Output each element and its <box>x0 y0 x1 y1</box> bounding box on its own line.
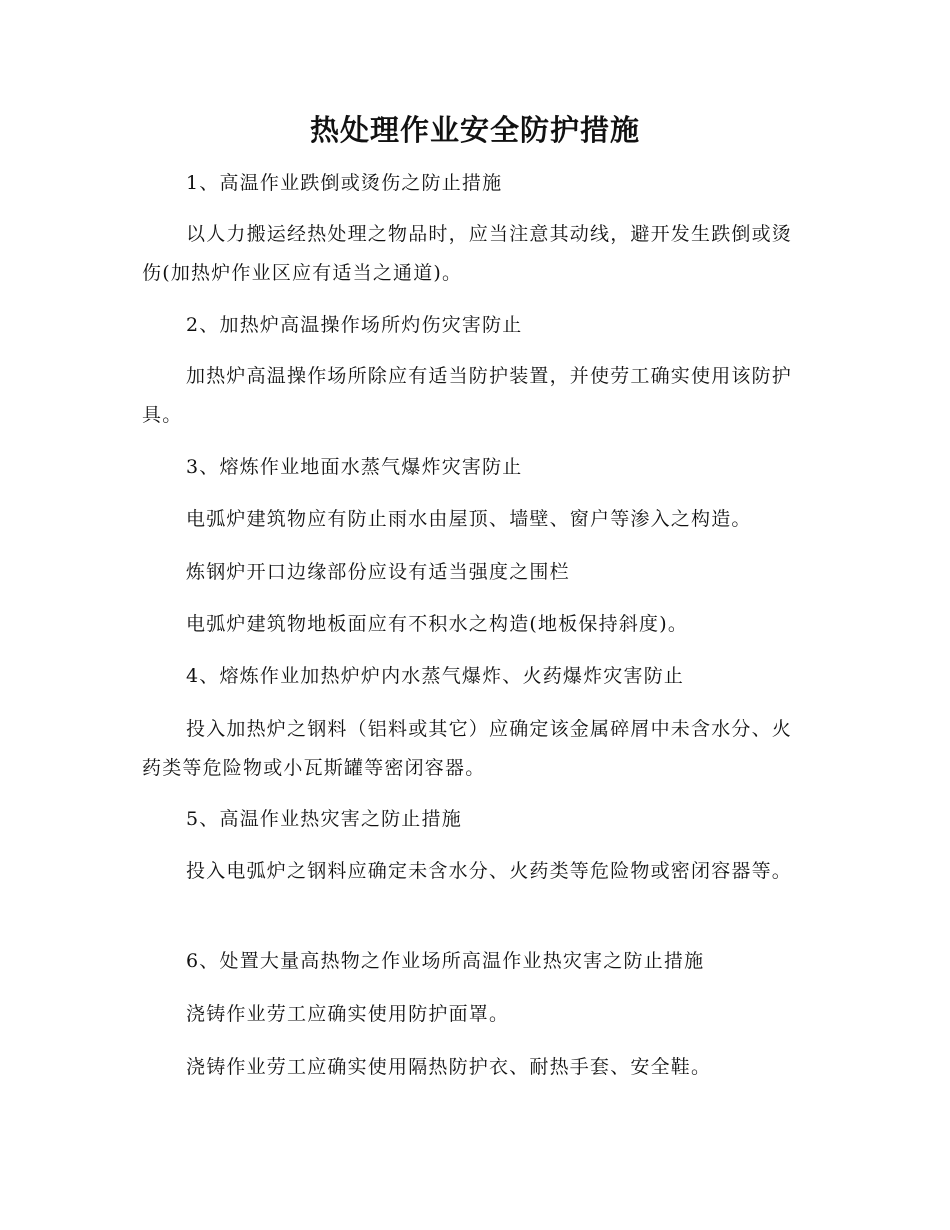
section-heading-6: 6、处置大量高热物之作业场所高温作业热灾害之防止措施 <box>186 950 705 972</box>
section-heading-1: 1、高温作业跌倒或烫伤之防止措施 <box>186 172 503 194</box>
paragraph-5: 投入电弧炉之钢料应确定未含水分、火药类等危险物或密闭容器等。 <box>186 860 793 882</box>
paragraph-4: 投入加热炉之钢料（铝料或其它）应确定该金属碎屑中未含水分、火药类等危险物或小瓦斯罐等密闭容器。 <box>142 718 793 779</box>
paragraph-3a: 电弧炉建筑物应有防止雨水由屋顶、墙壁、窗户等渗入之构造。 <box>186 508 752 530</box>
section-heading-5: 5、高温作业热灾害之防止措施 <box>186 808 462 830</box>
paragraph-3b: 炼钢炉开口边缘部份应设有适当强度之围栏 <box>186 561 570 583</box>
paragraph-6a: 浇铸作业劳工应确实使用防护面罩。 <box>186 1003 510 1025</box>
paragraph-6b: 浇铸作业劳工应确实使用隔热防护衣、耐热手套、安全鞋。 <box>186 1056 712 1078</box>
section-heading-4: 4、熔炼作业加热炉炉内水蒸气爆炸、火药爆炸灾害防止 <box>186 665 685 687</box>
section-heading-2: 2、加热炉高温操作场所灼伤灾害防止 <box>186 314 523 336</box>
paragraph-2: 加热炉高温操作场所除应有适当防护装置，并使劳工确实使用该防护具。 <box>142 365 793 426</box>
paragraph-1: 以人力搬运经热处理之物品时，应当注意其动线，避开发生跌倒或烫伤(加热炉作业区应有适当之通道)。 <box>142 223 793 284</box>
document-title: 热处理作业安全防护措施 <box>309 113 640 147</box>
section-heading-3: 3、熔炼作业地面水蒸气爆炸灾害防止 <box>186 456 523 478</box>
paragraph-3c: 电弧炉建筑物地板面应有不积水之构造(地板保持斜度)。 <box>186 613 689 635</box>
